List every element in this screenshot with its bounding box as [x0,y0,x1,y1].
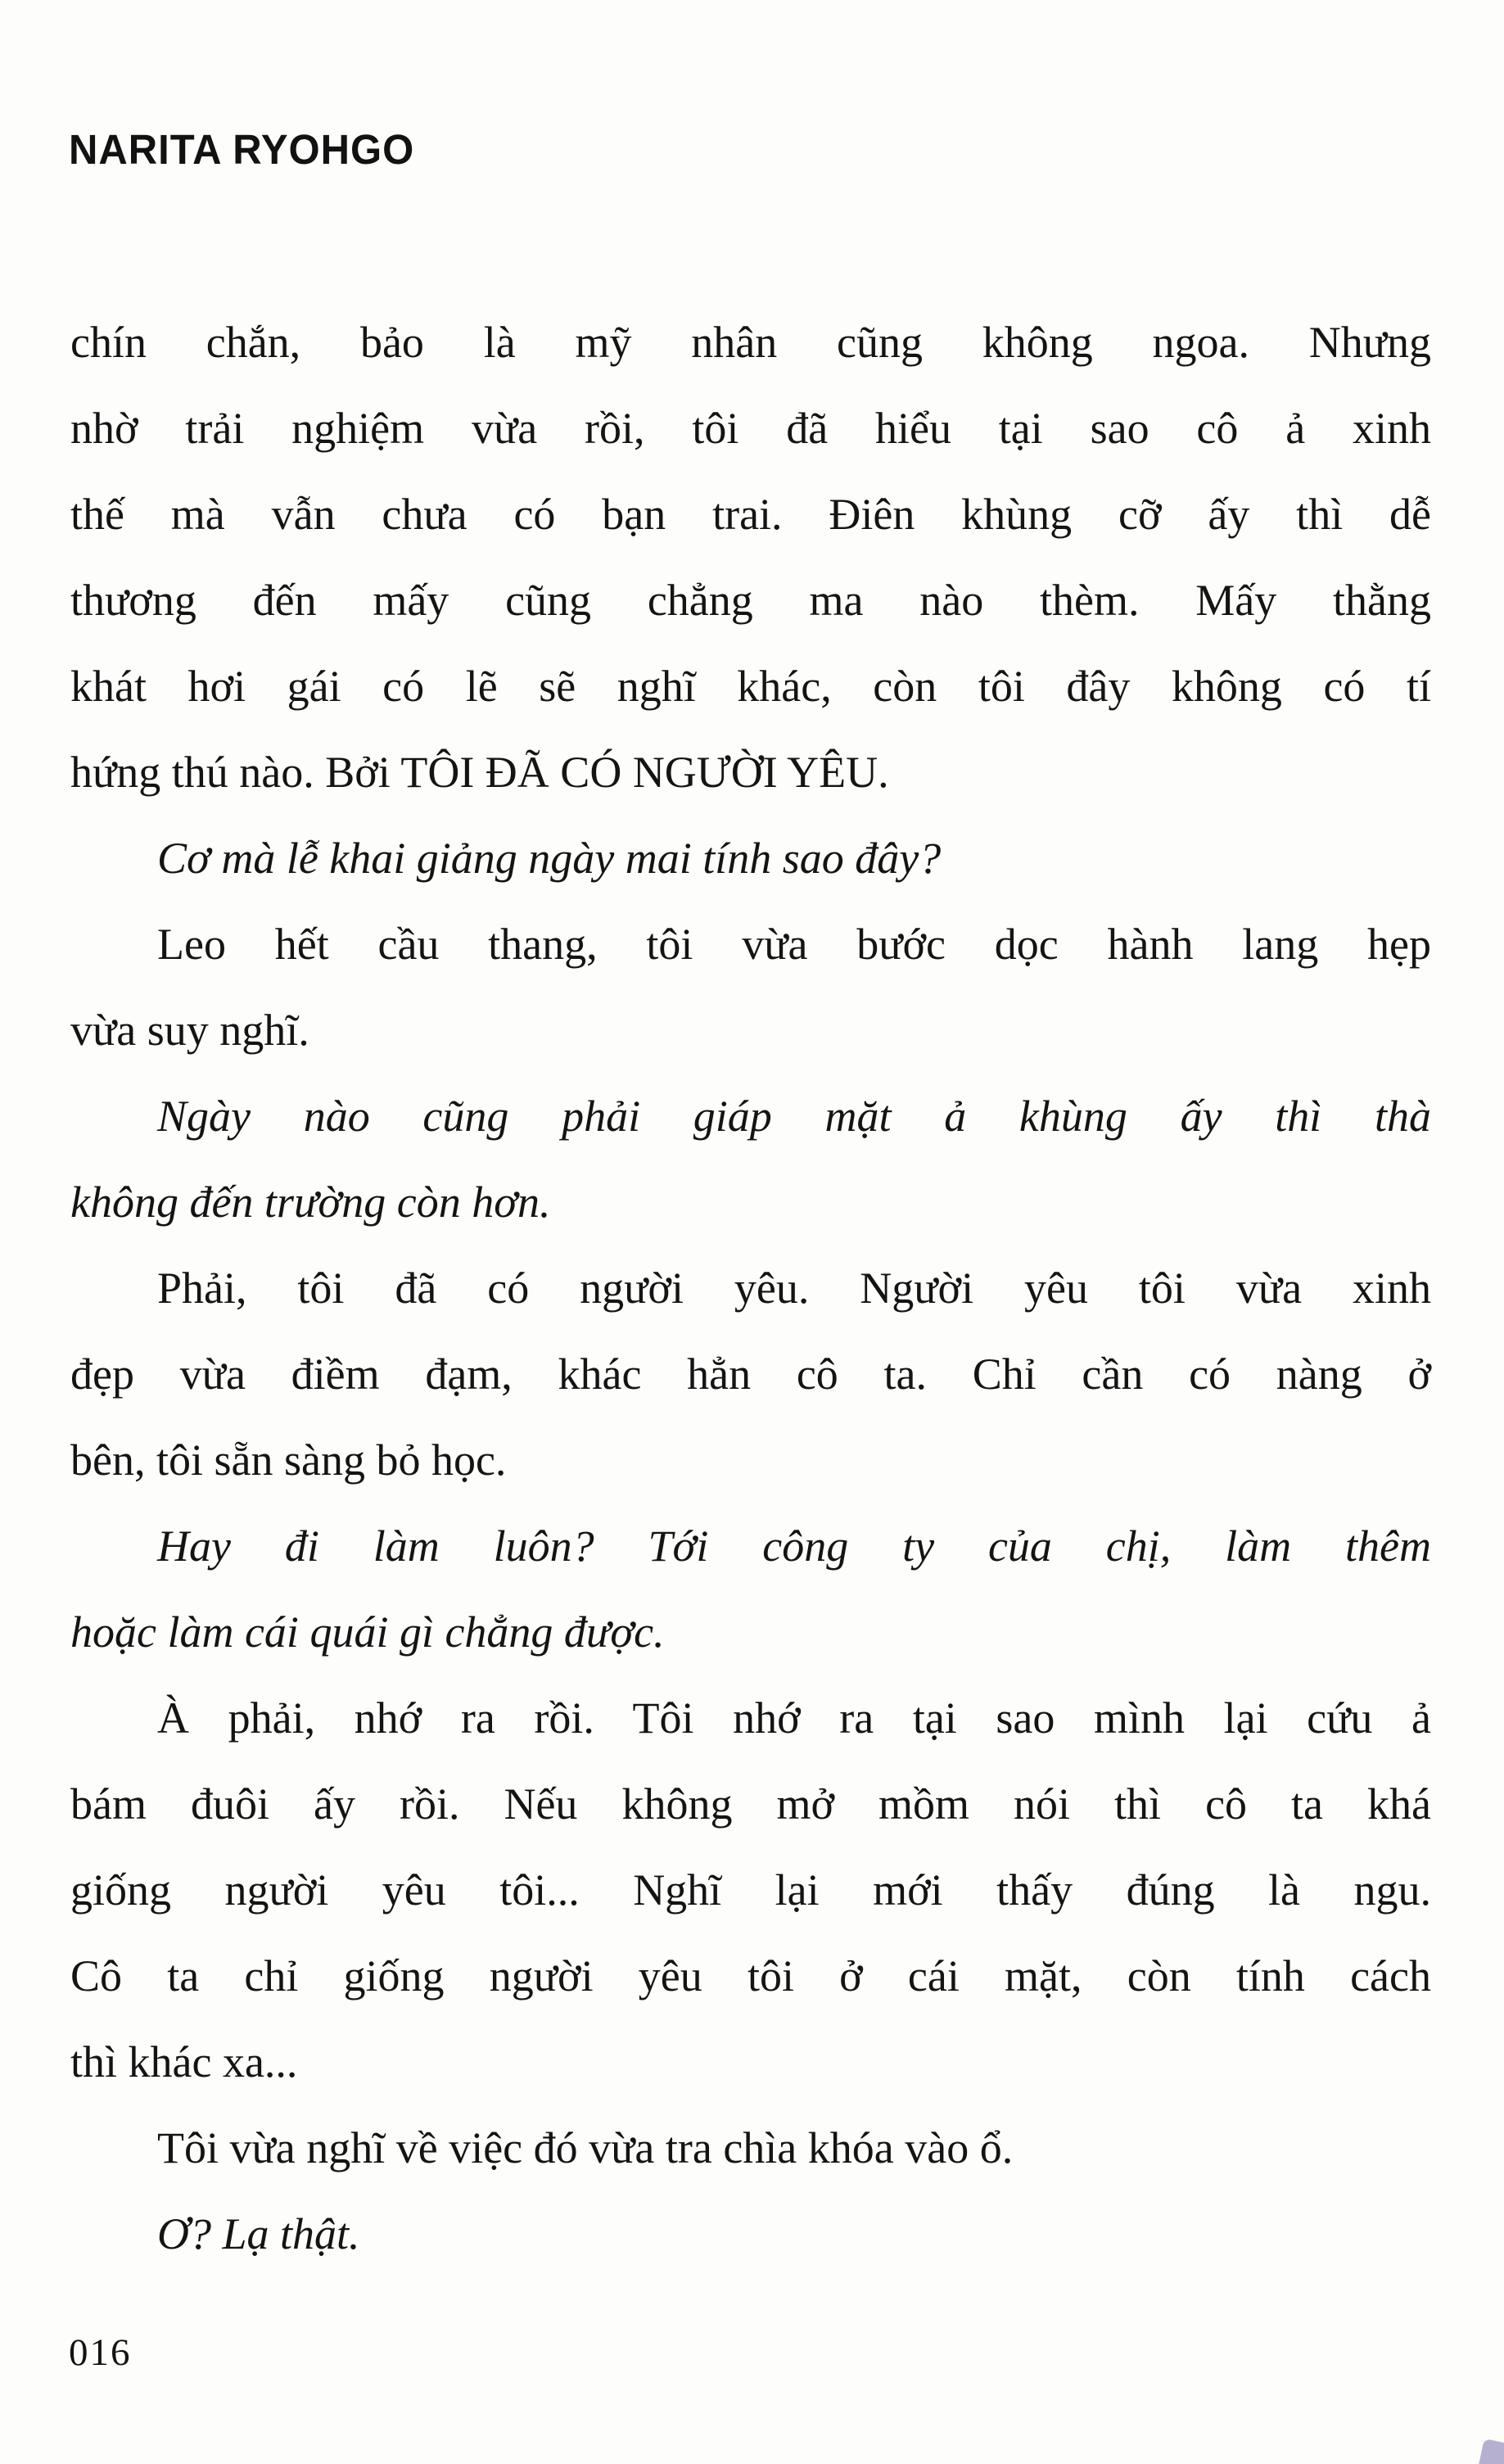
text-line: bên, tôi sẵn sàng bỏ học. [70,1435,507,1485]
text-line: Ơ? Lạ thật. [157,2209,360,2258]
text-line: khát hơi gái có lẽ sẽ nghĩ khác, còn tôi đây không có tí [70,662,1431,711]
text-line: Hay đi làm luôn? Tới công ty của chị, làm thêm [157,1521,1431,1571]
text-line: À phải, nhớ ra rồi. Tôi nhớ ra tại sao mình lại cứu ả [157,1693,1431,1743]
text-line: bám đuôi ấy rồi. Nếu không mở mồm nói thì cô ta khá [70,1779,1431,1829]
text-line: hoặc làm cái quái gì chẳng được. [70,1607,665,1657]
text-line: Ngày nào cũng phải giáp mặt ả khùng ấy thì thà [157,1092,1431,1141]
text-line: Cơ mà lễ khai giảng ngày mai tính sao đây? [157,834,942,883]
text-line: nhờ trải nghiệm vừa rồi, tôi đã hiểu tại sao cô ả xinh [70,404,1431,453]
running-header-author: NARITA RYOHGO [69,127,415,174]
text-line: Phải, tôi đã có người yêu. Người yêu tôi vừa xinh [157,1264,1431,1313]
text-line: chín chắn, bảo là mỹ nhân cũng không ngoa. Nhưng [70,318,1431,367]
page-number: 016 [69,2331,132,2374]
text-line: giống người yêu tôi... Nghĩ lại mới thấy đúng là ngu. [70,1865,1431,1915]
text-line: không đến trường còn hơn. [70,1178,551,1227]
body-text [70,300,1431,2277]
text-line: Tôi vừa nghĩ về việc đó vừa tra chìa khóa vào ổ. [157,2123,1014,2172]
text-line: hứng thú nào. Bởi TÔI ĐÃ CÓ NGƯỜI YÊU. [70,748,889,797]
text-line: Leo hết cầu thang, tôi vừa bước dọc hành lang hẹp [157,920,1431,969]
text-line: đẹp vừa điềm đạm, khác hẳn cô ta. Chỉ cần có nàng ở [70,1350,1431,1399]
text-line: thương đến mấy cũng chẳng ma nào thèm. Mấy thằng [70,576,1431,625]
text-line: thế mà vẫn chưa có bạn trai. Điên khùng cỡ ấy thì dễ [70,490,1431,539]
text-line: vừa suy nghĩ. [70,1006,309,1055]
text-line: Cô ta chỉ giống người yêu tôi ở cái mặt, còn tính cách [70,1951,1431,2001]
page-corner-artifact [1479,2439,1504,2464]
text-line: thì khác xa... [70,2037,298,2086]
